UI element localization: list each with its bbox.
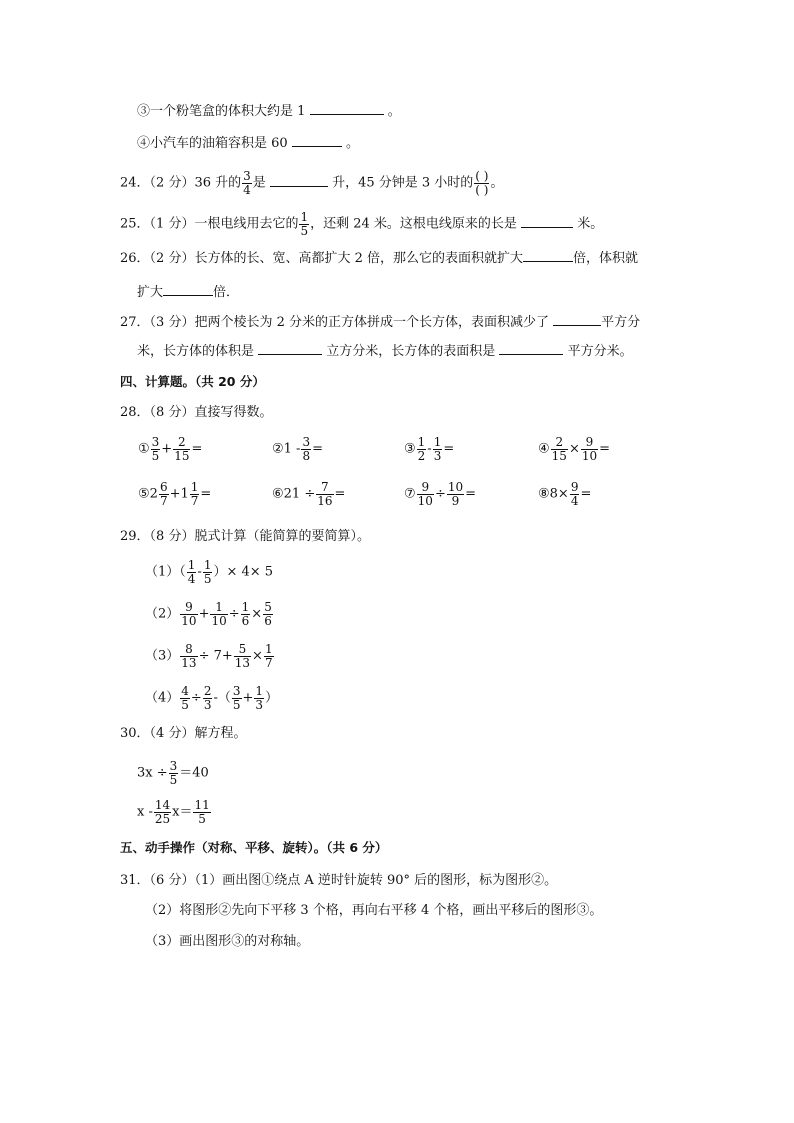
question-25: 25．（1 分）一根电线用去它的 $\frac{1}{5}$ ，还剩 24 米。这根电线原来的长是 米。 [120,210,604,238]
answer-blank[interactable] [553,312,601,326]
answer-blank[interactable] [523,248,573,262]
question-31-part-2: （2）将图形②先向下平移 3 个格，再向右平移 4 个格，画出平移后的图形③。 [145,903,603,918]
question-27-cont: 米，长方体的体积是 立方分米，长方体的表面积是 平方分米。 [137,341,633,362]
fraction: $\frac{3}{4}$ [243,169,251,197]
q28-item-8: ⑧8× $\frac{9}{4}$ = [538,480,592,508]
fraction-blank[interactable]: ( ) ( ) [475,169,489,197]
answer-blank[interactable] [270,173,328,187]
q30-equation-1: 3x ÷ $\frac{3}{5}$ ＝40 [137,759,209,787]
answer-blank[interactable] [499,341,563,355]
q28-item-6: ⑥21 ÷ $\frac{7}{16}$ = [272,480,346,508]
q28-item-5: ⑤2 $\frac{6}{7}$ +1 $\frac{1}{7}$ = [138,480,212,508]
q28-item-7: ⑦ $\frac{9}{10}$ ÷ $\frac{10}{9}$ = [404,480,477,508]
question-29-title: 29．（8 分）脱式计算（能简算的要简算）。 [120,529,370,544]
q30-equation-2: x - $\frac{14}{25}$ x＝ $\frac{11}{5}$ [137,798,210,826]
question-26: 26．（2 分）长方体的长、宽、高都扩大 2 倍，那么它的表面积就扩大 倍，体积就 [120,248,638,269]
q29-part-1: （1）（ $\frac{1}{4}$ - $\frac{1}{5}$ ）× 4× 5 [145,558,274,586]
question-23-part-3: ③一个粉笔盒的体积大约是 1 。 [137,101,401,122]
q28-item-1: ① $\frac{3}{5}$ + $\frac{2}{15}$ = [138,435,203,463]
q28-item-2: ②1 - $\frac{3}{8}$ = [272,435,323,463]
question-24: 24．（2 分）36 升的 $\frac{3}{4}$ 是 升，45 分钟是 3 小时的 ( ) ( ) 。 [120,169,504,197]
question-30-title: 30．（4 分）解方程。 [120,726,247,741]
answer-blank[interactable] [258,341,322,355]
q28-item-3: ③ $\frac{1}{2}$ - $\frac{1}{3}$ = [404,435,455,463]
q29-part-3: （3） $\frac{8}{13}$ ÷ 7+ $\frac{5}{13}$ × $\frac{1}{7}$ [145,642,273,670]
answer-blank[interactable] [310,101,384,115]
question-28-title: 28．（8 分）直接写得数。 [120,405,273,420]
section-heading-calculation: 四、计算题。（共 20 分） [120,374,265,389]
question-27: 27．（3 分）把两个棱长为 2 分米的正方体拼成一个长方体，表面积减少了 平方分 [120,312,640,333]
section-heading-operation: 五、动手操作（对称、平移、旋转）。（共 6 分） [120,840,388,855]
answer-blank[interactable] [292,133,342,147]
question-23-part-4: ④小汽车的油箱容积是 60 。 [137,133,359,154]
question-31-part-3: （3）画出图形③的对称轴。 [145,934,310,949]
q29-part-2: （2） $\frac{9}{10}$ + $\frac{1}{10}$ ÷ $\frac{1}{6}$ × $\frac{5}{6}$ [145,600,272,628]
question-31-part-1: 31．（6 分）（1）画出图①绕点 A 逆时针旋转 90° 后的图形，标为图形②。 [120,873,558,888]
answer-blank[interactable] [163,282,213,296]
q29-part-4: （4） $\frac{4}{5}$ ÷ $\frac{2}{3}$ -（ $\frac{3}{5}$ + $\frac{1}{3}$ ） [145,684,279,712]
q28-item-4: ④ $\frac{2}{15}$ × $\frac{9}{10}$ = [538,435,611,463]
answer-blank[interactable] [521,214,573,228]
fraction: $\frac{1}{5}$ [300,210,309,238]
question-26-cont: 扩大 倍． [137,282,239,303]
